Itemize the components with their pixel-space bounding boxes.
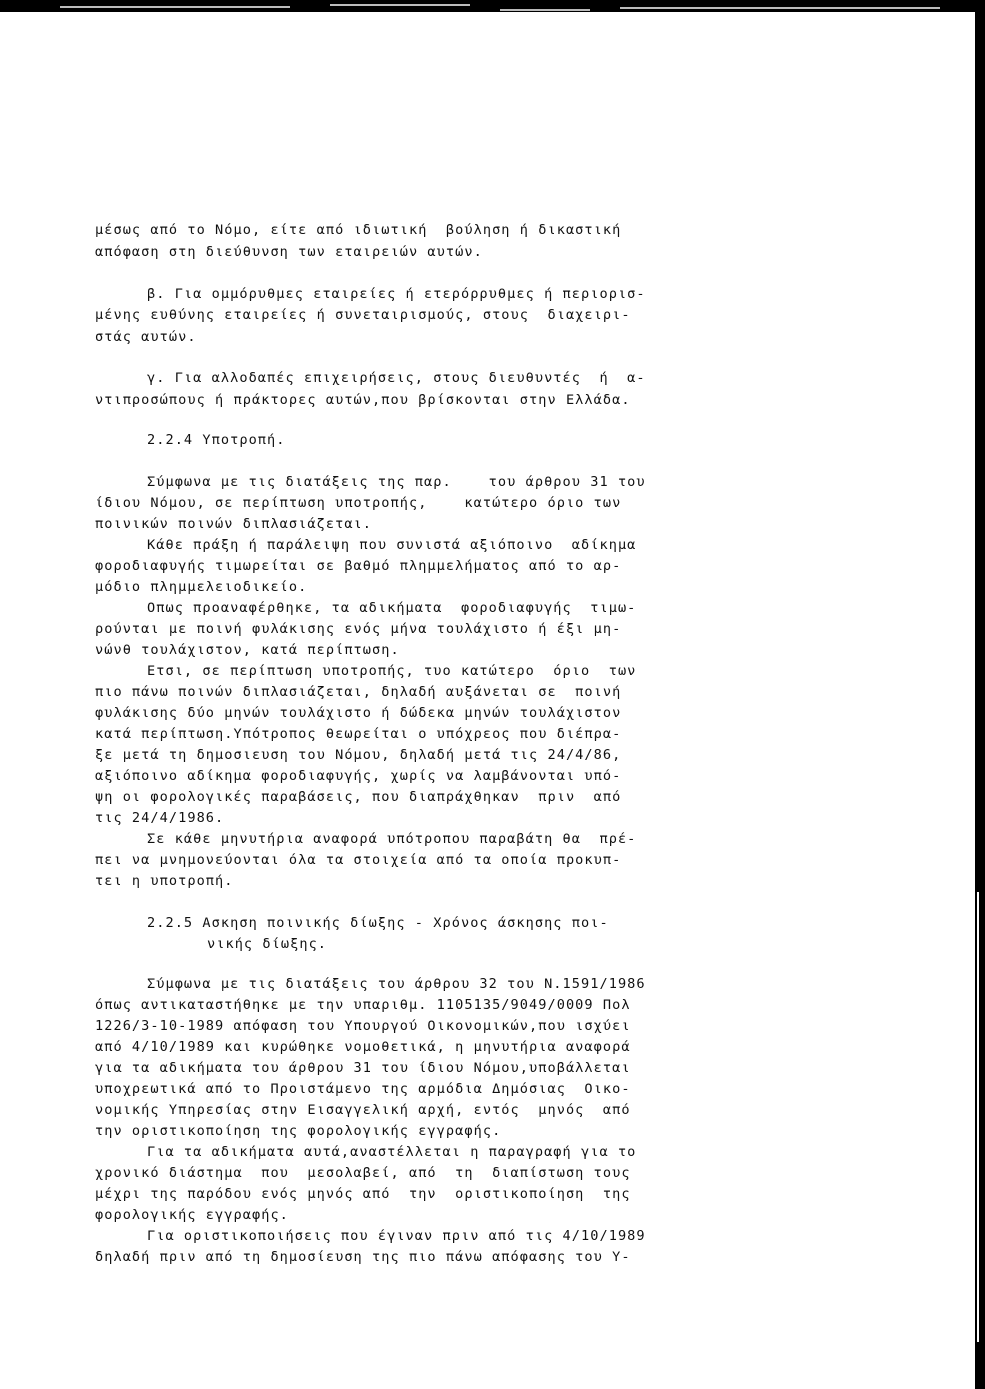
- scan-edge-line: [977, 892, 979, 1342]
- text-line: Σύμφωνα με τις διατάξεις του άρθρου 32 του Ν.1591/1986: [147, 976, 646, 992]
- text-line: νώνθ τουλάχιστον, κατά περίπτωση.: [95, 642, 400, 658]
- text-line: ρούνται με ποινή φυλάκισης ενός μήνα τουλάχιστο ή έξι μη-: [95, 621, 622, 637]
- text-line: Κάθε πράξη ή παράλειψη που συνιστά αξιόποινο αδίκημα: [147, 537, 637, 553]
- text-line: χρονικό διάστημα που μεσολαβεί, από τη διαπίστωση τους: [95, 1165, 631, 1181]
- document-page: [0, 12, 985, 1389]
- text-line: ντιπροσώπους ή πράκτορες αυτών,που βρίσκονται στην Ελλάδα.: [95, 392, 631, 408]
- text-line: τις 24/4/1986.: [95, 810, 225, 826]
- text-line: όπως αντικαταστήθηκε με την υπαριθμ. 1105135/9049/0009 Πολ: [95, 997, 631, 1013]
- text-line: Οπως προαναφέρθηκε, τα αδικήματα φοροδιαφυγής τιμω-: [147, 600, 637, 616]
- text-line: 1226/3-10-1989 απόφαση του Υπουργού Οικονομικών,που ισχύει: [95, 1018, 631, 1034]
- text-line: ξε μετά τη δημοσιευση του Νόμου, δηλαδή μετά τις 24/4/86,: [95, 747, 622, 763]
- section-heading: νικής δίωξης.: [207, 936, 328, 952]
- text-line: Σε κάθε μηνυτήρια αναφορά υπότροπου παραβάτη θα πρέ-: [147, 831, 637, 847]
- text-line: στάς αυτών.: [95, 329, 197, 345]
- scan-streak: [60, 6, 290, 8]
- text-line: υποχρεωτικά από το Προιστάμενο της αρμόδια Δημόσιας Οικο-: [95, 1081, 631, 1097]
- section-heading: 2.2.5 Ασκηση ποινικής δίωξης - Χρόνος άσκησης ποι-: [147, 915, 609, 931]
- text-line: γ. Για αλλοδαπές επιχειρήσεις, στους διευθυντές ή α-: [147, 370, 646, 386]
- scan-streak: [330, 4, 470, 6]
- text-line: ποινικών ποινών διπλασιάζεται.: [95, 516, 373, 532]
- text-line: δηλαδή πριν από τη δημοσίευση της πιο πάνω απόφασης του Υ-: [95, 1249, 631, 1265]
- text-line: από 4/10/1989 και κυρώθηκε νομοθετικά, η μηνυτήρια αναφορά: [95, 1039, 631, 1055]
- text-line: για τα αδικήματα του άρθρου 31 του ίδιου Νόμου,υποβάλλεται: [95, 1060, 631, 1076]
- text-line: Για οριστικοποιήσεις που έγιναν πριν από τις 4/10/1989: [147, 1228, 646, 1244]
- text-line: μόδιο πλημμελειοδικείο.: [95, 579, 308, 595]
- text-line: πιο πάνω ποινών διπλασιάζεται, δηλαδή αυξάνεται σε ποινή: [95, 684, 622, 700]
- text-line: φυλάκισης δύο μηνών τουλάχιστο ή δώδεκα μηνών τουλάχιστον: [95, 705, 622, 721]
- text-line: μέσως από το Νόμο, είτε από ιδιωτική βούληση ή δικαστική: [95, 222, 622, 238]
- section-heading: 2.2.4 Υποτροπή.: [147, 432, 286, 448]
- text-line: την οριστικοποίηση της φορολογικής εγγραφής.: [95, 1123, 502, 1139]
- text-line: Ετσι, σε περίπτωση υποτροπής, τυο κατώτερο όριο των: [147, 663, 637, 679]
- scan-streak: [620, 7, 940, 9]
- text-line: τει η υποτροπή.: [95, 873, 234, 889]
- scan-streak: [500, 9, 590, 11]
- text-line: νομικής Υπηρεσίας στην Εισαγγελική αρχή, εντός μηνός από: [95, 1102, 631, 1118]
- scan-right-border: [975, 12, 985, 1389]
- text-line: αξιόποινο αδίκημα φοροδιαφυγής, χωρίς να λαμβάνονται υπό-: [95, 768, 622, 784]
- text-line: πει να μνημονεύονται όλα τα στοιχεία από τα οποία προκυπ-: [95, 852, 622, 868]
- text-line: Σύμφωνα με τις διατάξεις της παρ. του άρθρου 31 του: [147, 474, 646, 490]
- text-line: μέχρι της παρόδου ενός μηνός από την οριστικοποίηση της: [95, 1186, 631, 1202]
- text-line: ίδιου Νόμου, σε περίπτωση υποτροπής, κατώτερο όριο των: [95, 495, 622, 511]
- text-line: Για τα αδικήματα αυτά,αναστέλλεται η παραγραφή για το: [147, 1144, 637, 1160]
- text-line: κατά περίπτωση.Υπότροπος θεωρείται ο υπόχρεος που διέπρα-: [95, 726, 622, 742]
- text-line: φοροδιαφυγής τιμωρείται σε βαθμό πλημμελήματος από το αρ-: [95, 558, 622, 574]
- text-line: μένης ευθύνης εταιρείες ή συνεταιρισμούς, στους διαχειρι-: [95, 307, 631, 323]
- text-line: απόφαση στη διεύθυνση των εταιρειών αυτών.: [95, 244, 483, 260]
- text-line: ψη οι φορολογικές παραβάσεις, που διαπράχθηκαν πριν από: [95, 789, 622, 805]
- text-line: φορολογικής εγγραφής.: [95, 1207, 289, 1223]
- text-line: β. Για ομμόρυθμες εταιρείες ή ετερόρρυθμες ή περιορισ-: [147, 286, 646, 302]
